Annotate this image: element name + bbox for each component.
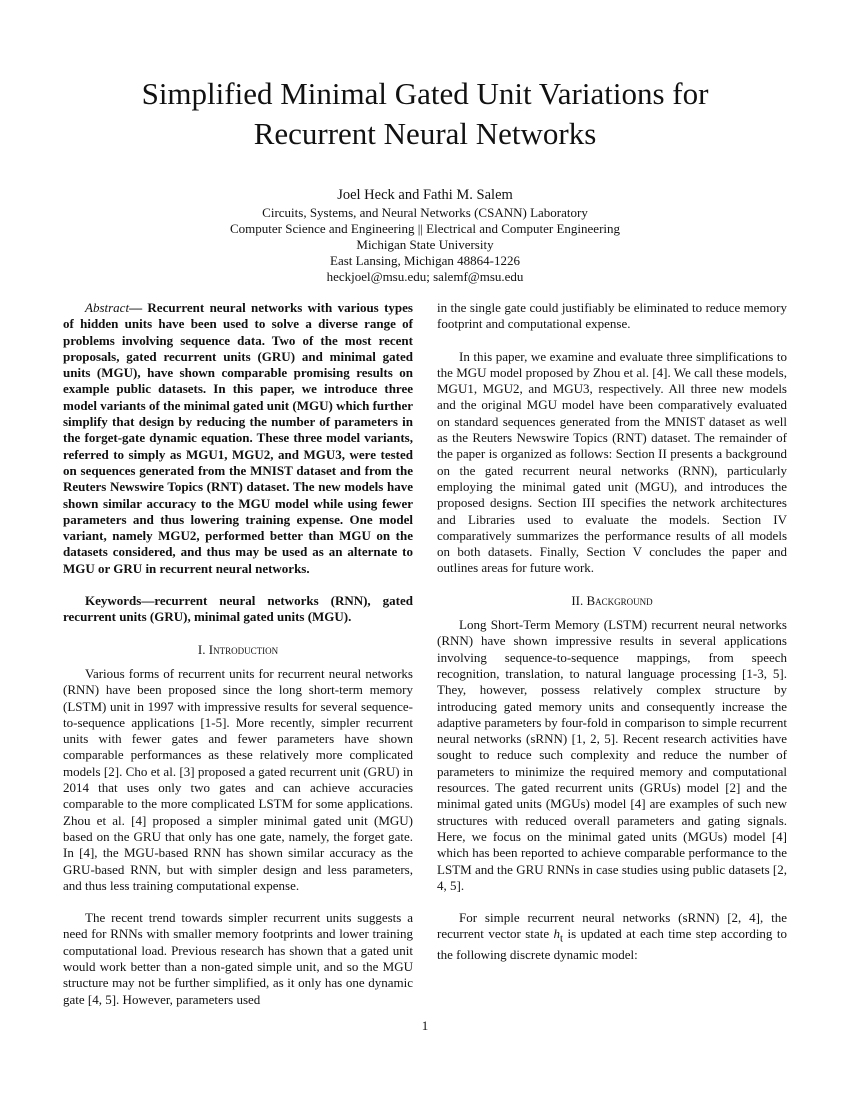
background-p2-text-start: For simple recurrent neural networks (sRNN) [2, 4], the recurrent vector state <box>437 910 787 942</box>
section-1-number: I. <box>197 641 206 657</box>
authors: Joel Heck and Fathi M. Salem <box>337 187 513 203</box>
paper-overview-paragraph: In this paper, we examine and evaluate three simplifications to the MGU model proposed by Zhou et al. [4]. We call these models, MGU1, MGU2, and MGU3, respectively. All three new models and the original MGU model have been comparatively evaluated on standard sequences generated from the MNIST dataset as well as the Reuters Newswire Topics (RNT) dataset. The remainder of the paper is organized as follows: Section II presents a background on the gated recurrent neural networks (RNN), particularly employing the minimal gated unit (MGU), and introduces the proposed designs. Section III specifies the network architectures and Libraries used to evaluate the models. Section IV comparatively summarizes the performance results of all models on both datasets. Finally, Section V concludes the paper and outlines areas for future work. <box>437 348 787 576</box>
left-column <box>63 300 413 1008</box>
paper-title <box>0 74 850 154</box>
section-1-title: Introduction <box>208 641 279 657</box>
keywords: Keywords—recurrent neural networks (RNN), gated recurrent units (GRU), minimal gated units (MGU). <box>63 593 413 625</box>
affiliation-emails: heckjoel@msu.edu; salemf@msu.edu <box>326 269 524 284</box>
abstract-text: — Recurrent neural networks with various types of hidden units have been used to solve a diverse range of problems involving sequence data. Two of the most recent proposals, gated recurrent units (GRU) and minimal gated units (MGU), have shown comparable promising results on example public datasets. In this paper, we introduce three model variants of the minimal gated unit (MGU) which further simplify that design by reducing the number of parameters in the forget-gate dynamic equation. These three model variants, referred to simply as MGU1, MGU2, and MGU3, were tested on sequences generated from the MNIST dataset and from the Reuters Newswire Topics (RNT) dataset. The new models have shown similar accuracy to the MGU model while using fewer parameters and thus lowering training expense. One model variant, namely MGU2, performed better than MGU on the datasets considered, and thus may be used as an alternate to MGU or GRU in recurrent neural networks. <box>63 300 413 576</box>
state-variable-subscript: t <box>560 932 564 945</box>
background-paragraph-2 <box>437 910 787 963</box>
page-number: 1 <box>421 1018 429 1033</box>
state-variable-h: h <box>553 926 561 942</box>
intro-paragraph-2: The recent trend towards simpler recurrent units suggests a need for RNNs with smaller memory footprints and lower training computational load. Previous research has shown that a gated unit would work better than a non-gated simple unit, and so the MGU structure may not be further simplified, as it only has one dynamic gate [4, 5]. However, parameters used <box>63 910 413 1007</box>
abstract <box>63 300 413 577</box>
section-heading-introduction <box>63 642 413 658</box>
section-heading-background <box>437 593 787 609</box>
title-line-2: Recurrent Neural Networks <box>253 116 597 151</box>
affiliation-departments: Computer Science and Engineering || Electrical and Computer Engineering <box>229 221 621 236</box>
section-2-title: Background <box>586 592 653 608</box>
title-line-1: Simplified Minimal Gated Unit Variations for <box>141 76 709 111</box>
affiliation-block <box>0 205 850 285</box>
section-2-number: II. <box>571 592 584 608</box>
background-p2-text-end: is updated at each time step according to the following discrete dynamic model: <box>437 926 787 963</box>
affiliation-address: East Lansing, Michigan 48864-1226 <box>330 253 520 268</box>
affiliation-lab: Circuits, Systems, and Neural Networks (CSANN) Laboratory <box>262 205 588 220</box>
intro-paragraph-1: Various forms of recurrent units for recurrent neural networks (RNN) have been proposed since the long short-term memory (LSTM) unit in 1997 with impressive results for several sequence-to-sequence applications [1-5]. More recently, simpler recurrent units with fewer gates and fewer parameters have shown comparable performances as these relatively more complicated models [2]. Cho et al. [3] proposed a gated recurrent unit (GRU) in 2014 that uses only two gates and can achieve accuracies comparable to the more complicated LSTM for some applications. Zhou et al. [4] proposed a simpler minimal gated unit (MGU) based on the GRU that only has one gate, namely, the forget gate. In [4], the MGU-based RNN has shown similar accuracy as the GRU-based RNN, but with simpler design and less parameters, and thus less training computational expense. <box>63 665 413 893</box>
continued-paragraph: in the single gate could justifiably be eliminated to reduce memory footprint and computational expense. <box>437 300 787 332</box>
background-paragraph-1: Long Short-Term Memory (LSTM) recurrent neural networks (RNN) have shown impressive results in several applications involving sequence-to-sequence mappings, from speech recognition, translation, to natural language processing [1-3, 5]. They, however, possess relatively complex structure by introducing gated memory units and consequently increase the adaptive parameters by four-fold in comparison to simple recurrent neural networks (sRNN) [1, 2, 5]. Recent research activities have sought to reduce such complexity and reduce the number of parameters to minimize the required memory and computational resources. The gated recurrent units (GRUs) model [2] and the minimal gated units (MGUs) model [4] are examples of such new structures with reduced overall parameters and gating signals. Here, we focus on the minimal gated units (MGUs) model [4] which has been reported to achieve comparable performance to the LSTM and the GRU RNNs in case studies using public datasets [2, 4, 5]. <box>437 617 787 893</box>
affiliation-university: Michigan State University <box>356 237 494 252</box>
right-column <box>437 300 787 964</box>
abstract-label: Abstract <box>85 300 130 315</box>
